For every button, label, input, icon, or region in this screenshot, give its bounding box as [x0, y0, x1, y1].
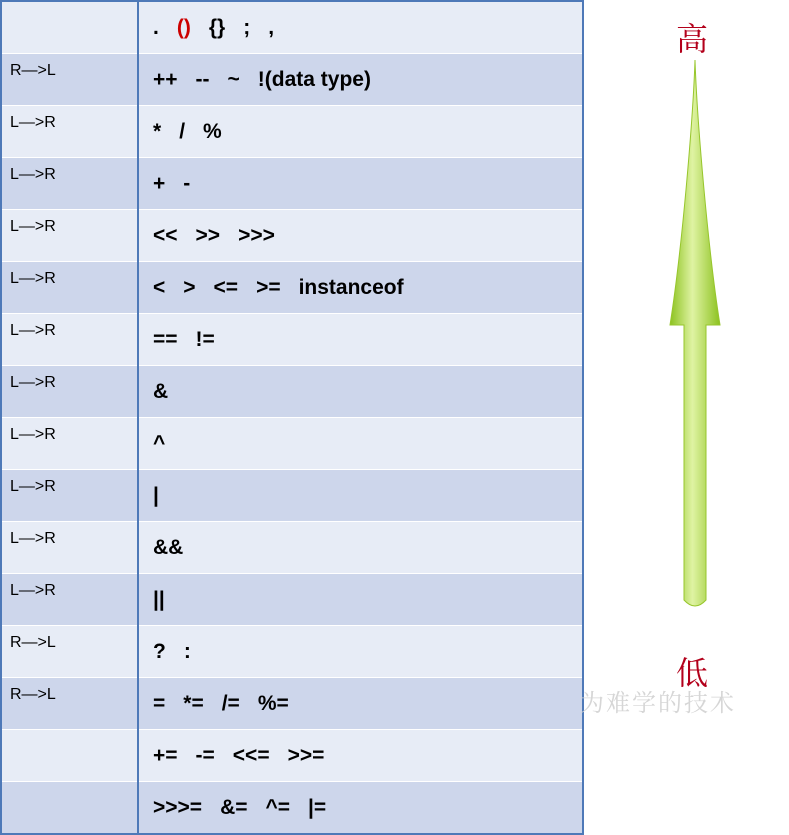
associativity-cell — [1, 782, 138, 835]
associativity-cell: L—>R — [1, 106, 138, 158]
operator-token: <<= — [232, 743, 270, 767]
operators-cell — [138, 54, 583, 106]
table-row — [1, 158, 583, 210]
operator-token: {} — [208, 15, 226, 39]
operator-token: && — [153, 535, 184, 559]
associativity-cell: R—>L — [1, 54, 138, 106]
operator-token: ^ — [153, 431, 166, 455]
operator-token: >= — [256, 275, 281, 299]
watermark: 为难学的技术 — [580, 689, 736, 717]
operators-cell — [138, 1, 583, 54]
operator-token: >>= — [287, 743, 325, 767]
operators-cell — [138, 314, 583, 366]
operators-cell — [138, 106, 583, 158]
operator-token: / — [179, 119, 186, 143]
table-row — [1, 262, 583, 314]
operator-token: >>> — [238, 223, 275, 247]
operators-cell — [138, 418, 583, 470]
operator-token: instanceof — [298, 275, 404, 299]
table-row — [1, 678, 583, 730]
operators-cell — [138, 522, 583, 574]
table-row — [1, 522, 583, 574]
associativity-cell — [1, 1, 138, 54]
operator-token: ; — [243, 15, 251, 39]
associativity-cell: L—>R — [1, 522, 138, 574]
table-row — [1, 314, 583, 366]
operators-cell — [138, 210, 583, 262]
operator-token: , — [268, 15, 275, 39]
operator-token: ~ — [227, 67, 240, 91]
associativity-cell: L—>R — [1, 158, 138, 210]
operator-token: * — [153, 119, 162, 143]
operator-token: == — [153, 327, 178, 351]
operator-token: *= — [183, 691, 204, 715]
operator-token: || — [153, 587, 165, 611]
operator-token: !(data type) — [257, 67, 371, 91]
precedence-arrow-icon — [660, 60, 730, 615]
operator-token: &= — [220, 795, 248, 819]
operators-cell — [138, 366, 583, 418]
low-label: 低 — [676, 654, 709, 692]
operator-token: = — [153, 691, 166, 715]
associativity-cell: R—>L — [1, 678, 138, 730]
operator-token: ++ — [153, 67, 178, 91]
operator-token: <= — [213, 275, 239, 299]
operators-cell — [138, 678, 583, 730]
operator-token: -= — [195, 743, 215, 767]
operator-token: /= — [221, 691, 240, 715]
table-row — [1, 210, 583, 262]
operators-cell — [138, 782, 583, 835]
operator-token: %= — [257, 691, 289, 715]
operator-token: < — [153, 275, 166, 299]
table-row — [1, 1, 583, 54]
operator-token: % — [203, 119, 222, 143]
operators-cell — [138, 158, 583, 210]
table-row — [1, 54, 583, 106]
associativity-cell: L—>R — [1, 210, 138, 262]
associativity-cell: L—>R — [1, 314, 138, 366]
operator-token: != — [195, 327, 215, 351]
table-row — [1, 574, 583, 626]
operator-token: + — [153, 171, 166, 195]
operator-token: . — [153, 15, 159, 39]
operator-token: >> — [195, 223, 221, 247]
operator-token: () — [176, 15, 191, 39]
operators-cell — [138, 470, 583, 522]
table-row — [1, 418, 583, 470]
operator-token: |= — [308, 795, 327, 819]
operator-token: += — [153, 743, 178, 767]
operator-token: ^= — [265, 795, 291, 819]
operators-cell — [138, 574, 583, 626]
associativity-cell: L—>R — [1, 470, 138, 522]
operator-token: - — [183, 171, 191, 195]
operator-token: | — [153, 483, 159, 507]
associativity-cell: R—>L — [1, 626, 138, 678]
associativity-cell: L—>R — [1, 574, 138, 626]
operator-token: -- — [195, 67, 210, 91]
table-row — [1, 730, 583, 782]
associativity-cell — [1, 730, 138, 782]
operator-token: >>>= — [153, 795, 203, 819]
operator-token: ? — [153, 639, 166, 663]
operators-cell — [138, 262, 583, 314]
table-row — [1, 470, 583, 522]
operator-token: << — [153, 223, 178, 247]
operator-token: : — [183, 639, 191, 663]
operators-cell — [138, 626, 583, 678]
operators-cell — [138, 730, 583, 782]
operator-token: > — [183, 275, 196, 299]
high-label: 高 — [676, 20, 709, 58]
table-row — [1, 366, 583, 418]
associativity-cell: L—>R — [1, 366, 138, 418]
table-row — [1, 782, 583, 835]
table-row — [1, 106, 583, 158]
associativity-cell: L—>R — [1, 418, 138, 470]
operator-token: & — [153, 379, 169, 403]
associativity-cell: L—>R — [1, 262, 138, 314]
table-row — [1, 626, 583, 678]
